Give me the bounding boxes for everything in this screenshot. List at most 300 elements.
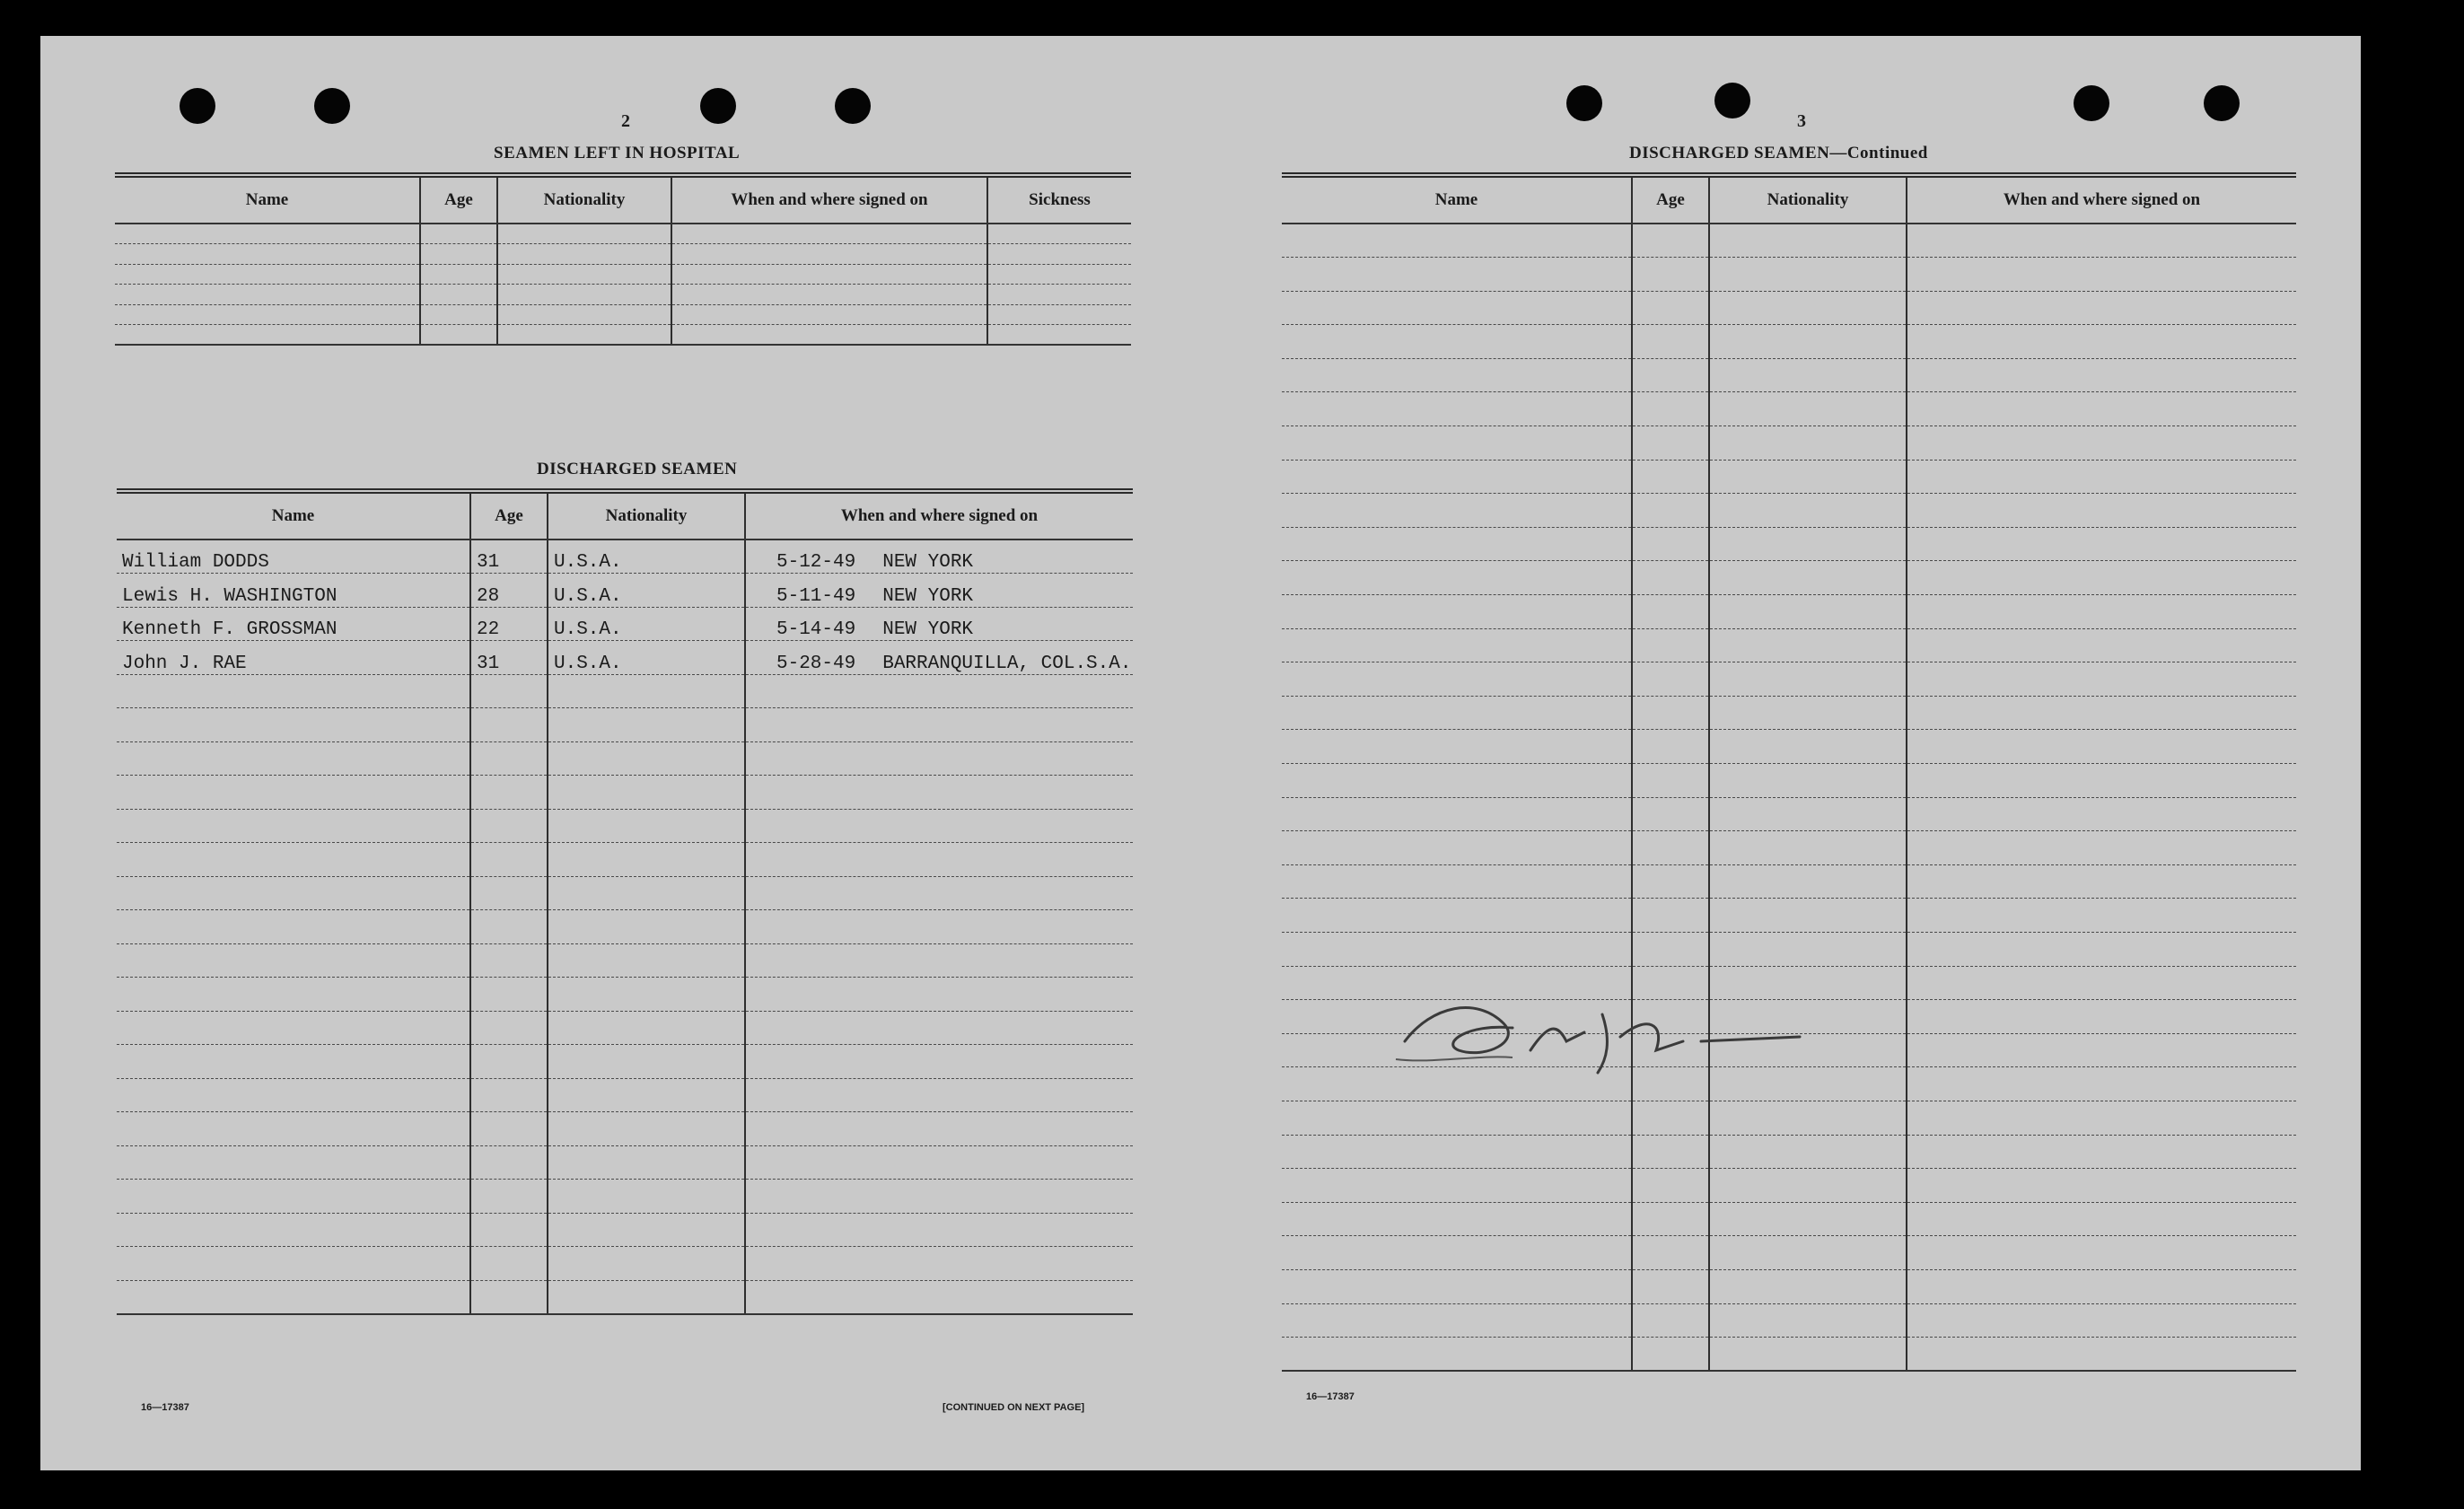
table-cell xyxy=(117,776,470,810)
table-row xyxy=(117,1112,1133,1146)
table-cell xyxy=(470,1045,548,1079)
punch-hole xyxy=(2204,85,2240,121)
hospital-table xyxy=(115,172,1131,346)
table-cell xyxy=(548,1011,745,1045)
column-header: Nationality xyxy=(497,175,671,224)
continued-note: [CONTINUED ON NEXT PAGE] xyxy=(943,1402,1085,1413)
table-cell xyxy=(745,1011,1133,1045)
table-cell xyxy=(470,1112,548,1146)
table-cell xyxy=(1632,1338,1709,1372)
table-cell xyxy=(1709,730,1907,764)
table-cell xyxy=(745,1213,1133,1247)
table-cell xyxy=(548,1280,745,1314)
table-cell xyxy=(470,1078,548,1112)
table-row xyxy=(1282,764,2296,798)
table-row xyxy=(1282,899,2296,933)
table-cell xyxy=(745,943,1133,978)
table-cell xyxy=(745,910,1133,944)
table-cell xyxy=(1709,595,1907,629)
table-cell xyxy=(1632,932,1709,966)
table-cell xyxy=(117,910,470,944)
table-cell xyxy=(1282,291,1632,325)
form-number: 16—17387 xyxy=(141,1402,189,1413)
table-cell xyxy=(1282,561,1632,595)
table-cell xyxy=(470,741,548,776)
column-header: Nationality xyxy=(548,491,745,540)
table-cell xyxy=(1632,628,1709,662)
table-cell xyxy=(1709,358,1907,392)
table-row xyxy=(1282,1236,2296,1270)
table-cell xyxy=(745,776,1133,810)
table-cell xyxy=(1632,1236,1709,1270)
table-row xyxy=(115,244,1131,265)
table-cell xyxy=(117,843,470,877)
table-row xyxy=(115,285,1131,305)
table-cell xyxy=(1709,764,1907,798)
table-cell xyxy=(1907,1000,2296,1034)
table-cell xyxy=(1282,730,1632,764)
table-cell xyxy=(1282,595,1632,629)
table-cell xyxy=(1709,899,1907,933)
table-cell xyxy=(470,876,548,910)
table-cell xyxy=(117,1280,470,1314)
table-cell xyxy=(1907,1135,2296,1169)
table-cell xyxy=(1282,1303,1632,1338)
column-header: Name xyxy=(115,175,420,224)
table-row xyxy=(115,325,1131,346)
table-row xyxy=(117,1180,1133,1214)
table-cell xyxy=(1907,527,2296,561)
table-row xyxy=(1282,392,2296,426)
signed-on-date: 5-14-49 xyxy=(776,619,856,640)
table-cell xyxy=(1907,494,2296,528)
signed-on-date: 5-28-49 xyxy=(776,653,856,674)
table-cell xyxy=(671,264,987,285)
table-cell xyxy=(420,224,497,244)
table-cell xyxy=(497,304,671,325)
table-cell xyxy=(745,978,1133,1012)
continued-table xyxy=(1282,172,2296,1372)
column-header: Sickness xyxy=(987,175,1131,224)
table-row xyxy=(1282,494,2296,528)
table-row xyxy=(117,1078,1133,1112)
table-row xyxy=(117,943,1133,978)
table-row xyxy=(117,1045,1133,1079)
table-cell xyxy=(548,1078,745,1112)
table-cell xyxy=(1709,864,1907,899)
table-cell xyxy=(1282,797,1632,831)
column-header: Age xyxy=(470,491,548,540)
table-cell xyxy=(1632,325,1709,359)
table-cell xyxy=(548,708,745,742)
table-cell xyxy=(1282,1135,1632,1169)
table-cell xyxy=(1709,494,1907,528)
signature-scrawl xyxy=(1378,987,1809,1086)
table-row xyxy=(1282,662,2296,697)
table-cell xyxy=(470,809,548,843)
table-cell xyxy=(1907,932,2296,966)
table-cell xyxy=(987,244,1131,265)
table-cell xyxy=(1632,730,1709,764)
table-row xyxy=(117,876,1133,910)
seaman-nationality: U.S.A. xyxy=(548,607,745,641)
table-cell xyxy=(1709,797,1907,831)
table-cell xyxy=(1709,696,1907,730)
table-cell xyxy=(987,325,1131,346)
table-row xyxy=(1282,831,2296,865)
signed-on-place: NEW YORK xyxy=(882,619,974,640)
table-row xyxy=(117,607,1133,641)
table-cell xyxy=(1632,358,1709,392)
table-row xyxy=(1282,628,2296,662)
table-row xyxy=(1282,1303,2296,1338)
table-cell xyxy=(1907,291,2296,325)
table-cell xyxy=(548,1213,745,1247)
table-cell xyxy=(987,264,1131,285)
table-cell xyxy=(117,1112,470,1146)
table-row xyxy=(1282,561,2296,595)
table-cell xyxy=(1907,561,2296,595)
table-cell xyxy=(548,1145,745,1180)
column-header: When and where signed on xyxy=(671,175,987,224)
table-cell xyxy=(1282,864,1632,899)
table-cell xyxy=(1709,527,1907,561)
table-cell xyxy=(1709,460,1907,494)
table-cell xyxy=(117,1145,470,1180)
table-cell xyxy=(1907,764,2296,798)
table-cell xyxy=(1709,291,1907,325)
table-cell xyxy=(1282,932,1632,966)
table-cell xyxy=(1282,1269,1632,1303)
table-cell xyxy=(548,843,745,877)
table-cell xyxy=(1282,325,1632,359)
table-row xyxy=(1282,426,2296,461)
table-cell xyxy=(745,1145,1133,1180)
punch-hole xyxy=(1566,85,1602,121)
table-row xyxy=(1282,797,2296,831)
table-cell xyxy=(1907,460,2296,494)
table-row xyxy=(115,304,1131,325)
table-cell xyxy=(1632,797,1709,831)
table-cell xyxy=(1282,1202,1632,1236)
table-cell xyxy=(1282,696,1632,730)
table-cell xyxy=(117,978,470,1012)
table-cell xyxy=(115,244,420,265)
signed-on-place: NEW YORK xyxy=(882,585,974,607)
table-cell xyxy=(1632,392,1709,426)
table-row xyxy=(117,843,1133,877)
table-cell xyxy=(1632,899,1709,933)
page-number-right: 3 xyxy=(1797,111,1806,131)
table-cell xyxy=(1709,224,1907,258)
document-sheet xyxy=(40,36,2361,1470)
table-cell xyxy=(1907,258,2296,292)
table-row xyxy=(117,641,1133,675)
table-cell xyxy=(115,325,420,346)
table-cell xyxy=(115,264,420,285)
table-cell xyxy=(1282,662,1632,697)
table-cell xyxy=(1907,696,2296,730)
table-cell xyxy=(1907,358,2296,392)
table-cell xyxy=(1282,1338,1632,1372)
table-cell xyxy=(115,304,420,325)
table-cell xyxy=(1907,1169,2296,1203)
table-cell xyxy=(117,1011,470,1045)
seaman-name: John J. RAE xyxy=(117,641,470,675)
table-cell xyxy=(1632,494,1709,528)
table-cell xyxy=(671,325,987,346)
punch-hole xyxy=(1714,83,1750,118)
table-cell xyxy=(745,843,1133,877)
table-cell xyxy=(497,325,671,346)
table-cell xyxy=(117,741,470,776)
table-cell xyxy=(117,809,470,843)
discharged-table xyxy=(117,488,1133,1315)
table-row xyxy=(1282,358,2296,392)
table-row xyxy=(117,1145,1133,1180)
table-cell xyxy=(1907,899,2296,933)
table-row xyxy=(1282,595,2296,629)
table-cell xyxy=(1709,932,1907,966)
table-cell xyxy=(1709,1169,1907,1203)
table-cell xyxy=(1632,1169,1709,1203)
table-row xyxy=(117,1213,1133,1247)
table-cell xyxy=(1632,527,1709,561)
table-cell xyxy=(1709,628,1907,662)
table-row xyxy=(117,1011,1133,1045)
table-cell xyxy=(1907,831,2296,865)
table-cell xyxy=(1282,494,1632,528)
table-row xyxy=(117,910,1133,944)
punch-hole xyxy=(700,88,736,124)
table-cell xyxy=(745,674,1133,708)
table-cell xyxy=(548,674,745,708)
table-cell xyxy=(671,285,987,305)
table-cell xyxy=(1709,561,1907,595)
table-cell xyxy=(1282,899,1632,933)
column-header: When and where signed on xyxy=(1907,175,2296,224)
table-cell xyxy=(745,540,1133,574)
table-cell xyxy=(470,978,548,1012)
table-row xyxy=(1282,325,2296,359)
table-row xyxy=(1282,864,2296,899)
table-cell xyxy=(470,1280,548,1314)
discharged-section-title: DISCHARGED SEAMEN xyxy=(537,460,738,478)
table-cell xyxy=(1907,628,2296,662)
table-cell xyxy=(470,708,548,742)
table-cell xyxy=(1907,1269,2296,1303)
table-cell xyxy=(745,1045,1133,1079)
table-cell xyxy=(1907,797,2296,831)
table-cell xyxy=(548,978,745,1012)
column-header: Name xyxy=(1282,175,1632,224)
table-cell xyxy=(420,304,497,325)
table-row xyxy=(1282,460,2296,494)
continued-section-title: DISCHARGED SEAMEN—Continued xyxy=(1629,144,1928,162)
seaman-name: William DODDS xyxy=(117,540,470,574)
column-header: Age xyxy=(1632,175,1709,224)
signed-on-place: BARRANQUILLA, COL.S.A. xyxy=(882,653,1132,674)
table-cell xyxy=(1907,224,2296,258)
table-cell xyxy=(1632,831,1709,865)
table-cell xyxy=(1907,595,2296,629)
table-cell xyxy=(1907,392,2296,426)
table-cell xyxy=(745,809,1133,843)
seaman-age: 31 xyxy=(470,641,548,675)
table-cell xyxy=(1632,595,1709,629)
table-cell xyxy=(1907,1067,2296,1101)
table-row xyxy=(1282,730,2296,764)
table-cell xyxy=(548,1247,745,1281)
table-row xyxy=(117,540,1133,574)
table-cell xyxy=(117,1180,470,1214)
table-cell xyxy=(1282,1169,1632,1203)
table-cell xyxy=(1907,1303,2296,1338)
table-cell xyxy=(745,574,1133,608)
table-row xyxy=(1282,258,2296,292)
table-row xyxy=(1282,1202,2296,1236)
table-cell xyxy=(1709,1101,1907,1135)
table-row xyxy=(1282,527,2296,561)
page-number-left: 2 xyxy=(621,111,630,131)
table-cell xyxy=(117,876,470,910)
table-cell xyxy=(745,1078,1133,1112)
table-cell xyxy=(117,1078,470,1112)
table-cell xyxy=(1282,1101,1632,1135)
table-cell xyxy=(1282,358,1632,392)
table-cell xyxy=(117,674,470,708)
seaman-name: Kenneth F. GROSSMAN xyxy=(117,607,470,641)
table-cell xyxy=(470,1145,548,1180)
table-cell xyxy=(1632,1269,1709,1303)
table-cell xyxy=(420,285,497,305)
table-cell xyxy=(1632,764,1709,798)
table-row xyxy=(115,224,1131,244)
table-cell xyxy=(1632,460,1709,494)
table-row xyxy=(1282,224,2296,258)
table-cell xyxy=(548,741,745,776)
table-cell xyxy=(1632,1202,1709,1236)
table-cell xyxy=(470,1180,548,1214)
table-cell xyxy=(548,1045,745,1079)
table-cell xyxy=(117,1045,470,1079)
table-cell xyxy=(671,224,987,244)
table-cell xyxy=(1709,325,1907,359)
punch-hole xyxy=(835,88,871,124)
table-cell xyxy=(1709,1303,1907,1338)
table-cell xyxy=(1282,527,1632,561)
table-cell xyxy=(470,776,548,810)
table-row xyxy=(1282,1135,2296,1169)
table-cell xyxy=(1632,1303,1709,1338)
table-cell xyxy=(671,304,987,325)
table-cell xyxy=(1709,1338,1907,1372)
table-cell xyxy=(1709,1135,1907,1169)
table-cell xyxy=(548,910,745,944)
table-cell xyxy=(117,1213,470,1247)
table-cell xyxy=(1632,864,1709,899)
table-cell xyxy=(1907,864,2296,899)
table-cell xyxy=(1632,1101,1709,1135)
table-cell xyxy=(420,264,497,285)
table-cell xyxy=(117,1247,470,1281)
table-cell xyxy=(1907,1202,2296,1236)
table-cell xyxy=(1709,258,1907,292)
column-header: Name xyxy=(117,491,470,540)
table-row xyxy=(117,574,1133,608)
seaman-name: Lewis H. WASHINGTON xyxy=(117,574,470,608)
seaman-nationality: U.S.A. xyxy=(548,574,745,608)
table-cell xyxy=(745,641,1133,675)
table-cell xyxy=(1709,426,1907,461)
table-cell xyxy=(1282,831,1632,865)
table-cell xyxy=(1282,426,1632,461)
column-header: When and where signed on xyxy=(745,491,1133,540)
table-cell xyxy=(1632,561,1709,595)
table-cell xyxy=(1709,392,1907,426)
table-cell xyxy=(745,876,1133,910)
table-row xyxy=(1282,1169,2296,1203)
table-row xyxy=(117,1280,1133,1314)
table-row xyxy=(117,674,1133,708)
table-cell xyxy=(1282,258,1632,292)
table-cell xyxy=(1709,662,1907,697)
seaman-age: 31 xyxy=(470,540,548,574)
table-cell xyxy=(548,943,745,978)
table-cell xyxy=(470,843,548,877)
table-row xyxy=(115,264,1131,285)
signed-on-date: 5-12-49 xyxy=(776,552,856,573)
table-row xyxy=(117,741,1133,776)
table-cell xyxy=(987,304,1131,325)
seaman-nationality: U.S.A. xyxy=(548,540,745,574)
table-cell xyxy=(1907,1101,2296,1135)
table-cell xyxy=(987,224,1131,244)
table-cell xyxy=(548,1180,745,1214)
table-cell xyxy=(1632,258,1709,292)
table-cell xyxy=(1907,1236,2296,1270)
table-cell xyxy=(470,1213,548,1247)
table-cell xyxy=(1632,426,1709,461)
table-cell xyxy=(1282,1236,1632,1270)
table-cell xyxy=(1709,1269,1907,1303)
table-cell xyxy=(1907,1338,2296,1372)
seaman-nationality: U.S.A. xyxy=(548,641,745,675)
table-row xyxy=(117,776,1133,810)
table-cell xyxy=(745,607,1133,641)
table-cell xyxy=(470,943,548,978)
table-cell xyxy=(1709,831,1907,865)
table-cell xyxy=(1709,1202,1907,1236)
table-cell xyxy=(1632,662,1709,697)
table-cell xyxy=(548,876,745,910)
table-cell xyxy=(1282,764,1632,798)
table-cell xyxy=(1632,291,1709,325)
table-row xyxy=(1282,1269,2296,1303)
table-cell xyxy=(1282,224,1632,258)
seaman-age: 28 xyxy=(470,574,548,608)
table-cell xyxy=(1907,325,2296,359)
table-cell xyxy=(745,1180,1133,1214)
table-cell xyxy=(745,708,1133,742)
table-row xyxy=(117,809,1133,843)
table-cell xyxy=(470,674,548,708)
table-cell xyxy=(470,910,548,944)
table-cell xyxy=(745,1280,1133,1314)
table-cell xyxy=(1282,628,1632,662)
table-cell xyxy=(1709,1236,1907,1270)
table-row xyxy=(1282,932,2296,966)
